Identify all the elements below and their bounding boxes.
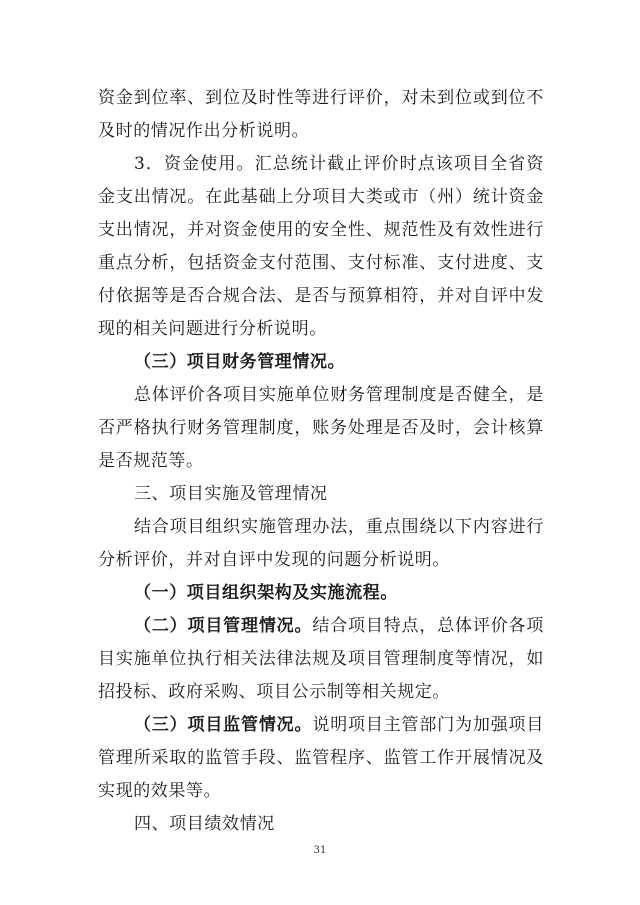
paragraph-lead: 3．资金使用。 xyxy=(134,154,255,174)
paragraph-text: 资金到位率、到位及时性等进行评价，对未到位或到位不及时的情况作出分析说明。 xyxy=(98,88,544,141)
paragraph-project-supervision xyxy=(98,709,544,808)
paragraph-lead: （二）项目管理情况。 xyxy=(134,616,313,636)
paragraph-text: 总体评价各项目实施单位财务管理制度是否健全，是否严格执行财务管理制度，账务处理是否及时，会计核算是否规范等。 xyxy=(98,385,544,471)
paragraph-implementation-analysis xyxy=(98,511,544,577)
page-number: 31 xyxy=(313,845,327,856)
paragraph-text: 汇总统计截止评价时点该项目全省资金支出情况。在此基础上分项目大类或市（州）统计资金支出情况，并对资金使用的安全性、规范性及有效性进行重点分析，包括资金支付范围、支付标准、支付进度、支付依据等是否合规合法、是否与预算相符，并对自评中发现的相关问题进行分析说明。 xyxy=(98,154,544,339)
heading-section-four: 四、项目绩效情况 xyxy=(134,814,275,834)
page-content xyxy=(98,82,544,841)
paragraph-funds-use xyxy=(98,148,544,346)
paragraph-project-management xyxy=(98,610,544,709)
paragraph-funds-arrival xyxy=(98,82,544,148)
paragraph-text: 结合项目特点，总体评价各项目实施单位执行相关法律法规及项目管理制度等情况，如招投标、政府采购、项目公示制等相关规定。 xyxy=(98,616,544,702)
heading-section-three: 三、项目实施及管理情况 xyxy=(134,484,328,504)
heading-organization-structure: （一）项目组织架构及实施流程。 xyxy=(134,583,398,603)
heading-finance-management: （三）项目财务管理情况。 xyxy=(134,352,346,372)
paragraph-text: 结合项目组织实施管理办法，重点围绕以下内容进行分析评价，并对自评中发现的问题分析说明。 xyxy=(98,517,544,570)
paragraph-finance-evaluation xyxy=(98,379,544,478)
paragraph-text: 说明项目主管部门为加强项目管理所采取的监管手段、监管程序、监管工作开展情况及实现的效果等。 xyxy=(98,715,544,801)
paragraph-lead: （三）项目监管情况。 xyxy=(134,715,313,735)
